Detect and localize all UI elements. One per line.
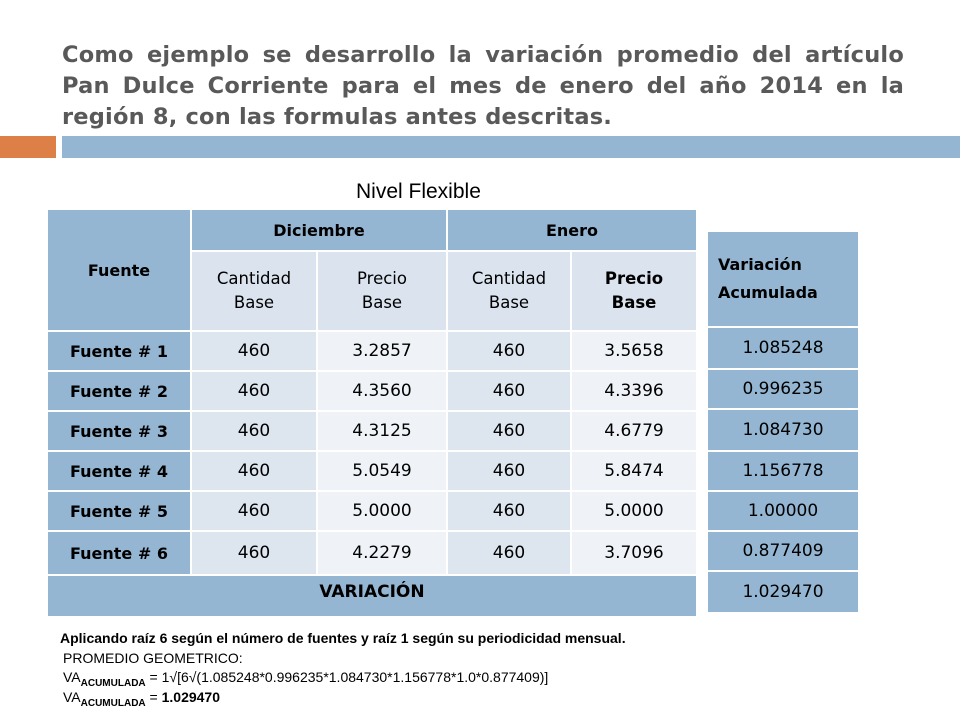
- variacion-value: 1.084730: [708, 410, 858, 450]
- table-subtitle: Nivel Flexible: [356, 180, 481, 203]
- variacion-value: 0.877409: [708, 532, 858, 570]
- month-header-enero: Enero: [448, 210, 696, 250]
- sub-header-precio-ene: Precio Base: [572, 252, 696, 330]
- note-text: Aplicando raíz 6 según el número de fuentes y raíz 1 según su periodicidad mensual.: [60, 630, 626, 646]
- table-cell: 4.3125: [318, 412, 446, 450]
- sub-header-precio-dic: Precio Base: [318, 252, 446, 330]
- table-cell: 3.5658: [572, 332, 696, 370]
- table-cell: 4.3560: [318, 372, 446, 410]
- table-cell: 460: [192, 452, 316, 490]
- result-value: 1.029470: [161, 689, 221, 705]
- table-cell: 4.6779: [572, 412, 696, 450]
- table-cell: 4.3396: [572, 372, 696, 410]
- table-cell: 5.0000: [318, 492, 446, 530]
- table-cell: 5.8474: [572, 452, 696, 490]
- result-line: [63, 689, 220, 709]
- table-cell: 4.2279: [318, 532, 446, 574]
- table-cell: 3.2857: [318, 332, 446, 370]
- accent-bar-blue: [62, 136, 960, 158]
- formula-line: [63, 669, 548, 689]
- table-cell: 3.7096: [572, 532, 696, 574]
- variacion-header: Variación Acumulada: [708, 232, 858, 326]
- row-label: Fuente # 6: [48, 532, 190, 574]
- table-cell: 460: [448, 452, 570, 490]
- table-cell: 460: [448, 332, 570, 370]
- formula-expression: = 1√[6√(1.085248*0.996235*1.084730*1.156778*1.0*0.877409)]: [145, 669, 549, 685]
- result-equals: =: [145, 689, 162, 705]
- table-cell: 460: [192, 372, 316, 410]
- variacion-value: 0.996235: [708, 370, 858, 408]
- table-cell: 460: [192, 332, 316, 370]
- variacion-value: 1.00000: [708, 492, 858, 530]
- variacion-value: 1.156778: [708, 452, 858, 490]
- fuente-header: Fuente: [48, 210, 190, 330]
- row-label: Fuente # 2: [48, 372, 190, 410]
- variacion-footer: VARIACIÓN: [48, 576, 696, 616]
- va-label: VA: [63, 689, 81, 705]
- slide-title: Como ejemplo se desarrollo la variación promedio del artículo Pan Dulce Corriente para el mes de enero del año 2014 en la región 8, con las formulas antes descritas.: [62, 42, 904, 130]
- sub-header-cantidad-dic: Cantidad Base: [192, 252, 316, 330]
- variacion-value: 1.085248: [708, 328, 858, 368]
- va-subscript: ACUMULADA: [80, 697, 146, 709]
- table-cell: 460: [448, 412, 570, 450]
- table-cell: 460: [448, 492, 570, 530]
- sub-header-cantidad-ene: Cantidad Base: [448, 252, 570, 330]
- variacion-value-total: 1.029470: [708, 572, 858, 612]
- row-label: Fuente # 1: [48, 332, 190, 370]
- table-cell: 460: [448, 532, 570, 574]
- promedio-label: PROMEDIO GEOMETRICO:: [63, 650, 243, 666]
- va-subscript: ACUMULADA: [80, 677, 146, 689]
- table-cell: 460: [192, 412, 316, 450]
- table-cell: 460: [192, 492, 316, 530]
- va-label: VA: [63, 669, 81, 685]
- table-cell: 5.0000: [572, 492, 696, 530]
- table-cell: 460: [448, 372, 570, 410]
- row-label: Fuente # 5: [48, 492, 190, 530]
- accent-bar-orange: [0, 136, 56, 158]
- row-label: Fuente # 3: [48, 412, 190, 450]
- table-cell: 460: [192, 532, 316, 574]
- month-header-diciembre: Diciembre: [192, 210, 446, 250]
- table-cell: 5.0549: [318, 452, 446, 490]
- row-label: Fuente # 4: [48, 452, 190, 490]
